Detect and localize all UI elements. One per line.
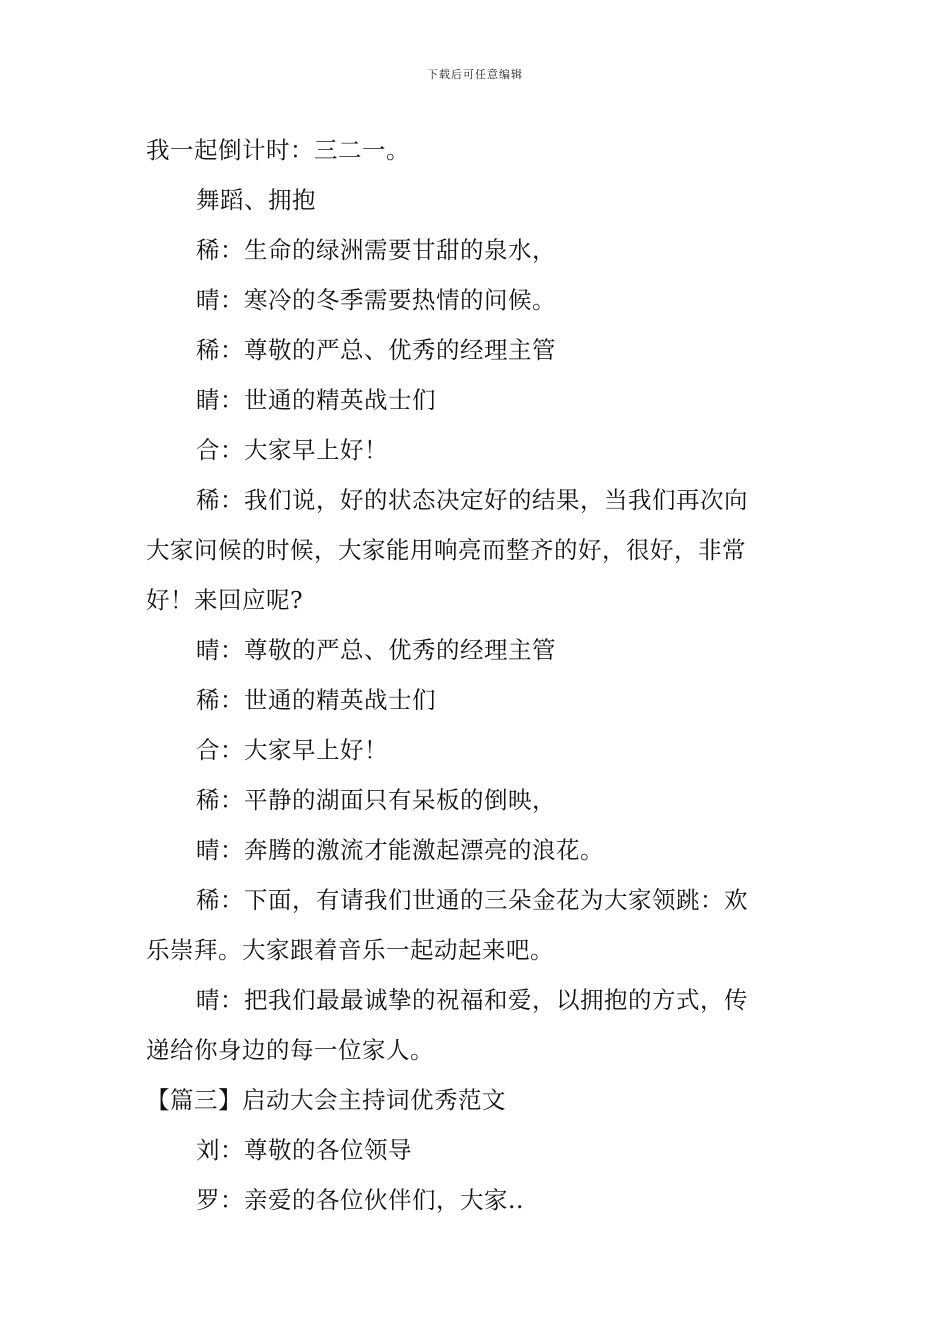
text-line: 乐崇拜。大家跟着音乐一起动起来吧。 xyxy=(146,936,554,964)
text-line: 稀：平静的湖面只有呆板的倒映， xyxy=(196,786,556,814)
text-line: 晴：奔腾的激流才能激起漂亮的浪花。 xyxy=(196,836,604,864)
text-line: 我一起倒计时：三二一。 xyxy=(146,136,410,164)
text-line: 罗：亲爱的各位伙伴们，大家.. xyxy=(196,1186,524,1214)
text-line: 稀：世通的精英战士们 xyxy=(196,686,436,714)
text-line: 合：大家早上好！ xyxy=(196,436,388,464)
text-line: 稀：我们说，好的状态决定好的结果，当我们再次向 xyxy=(196,486,748,514)
text-line: 晴：寒冷的冬季需要热情的问候。 xyxy=(196,286,556,314)
section-heading: 【篇三】启动大会主持词优秀范文 xyxy=(146,1086,506,1114)
text-line: 好！来回应呢? xyxy=(146,586,304,614)
text-line: 稀：尊敬的严总、优秀的经理主管 xyxy=(196,336,556,364)
text-line: 递给你身边的每一位家人。 xyxy=(146,1036,434,1064)
text-line: 稀：生命的绿洲需要甘甜的泉水， xyxy=(196,236,556,264)
text-line: 稀：下面，有请我们世通的三朵金花为大家领跳：欢 xyxy=(196,886,748,914)
text-line: 刘：尊敬的各位领导 xyxy=(196,1136,412,1164)
text-line: 大家问候的时候，大家能用响亮而整齐的好，很好，非常 xyxy=(146,536,746,564)
page-header: 下载后可任意编辑 xyxy=(427,68,523,81)
text-line: 晴：把我们最最诚挚的祝福和爱，以拥抱的方式，传 xyxy=(196,986,748,1014)
text-line: 睛：世通的精英战士们 xyxy=(196,386,436,414)
document-body xyxy=(146,125,808,1225)
text-line: 舞蹈、拥抱 xyxy=(196,186,316,214)
text-line: 合：大家早上好！ xyxy=(196,736,388,764)
text-line: 晴：尊敬的严总、优秀的经理主管 xyxy=(196,636,556,664)
